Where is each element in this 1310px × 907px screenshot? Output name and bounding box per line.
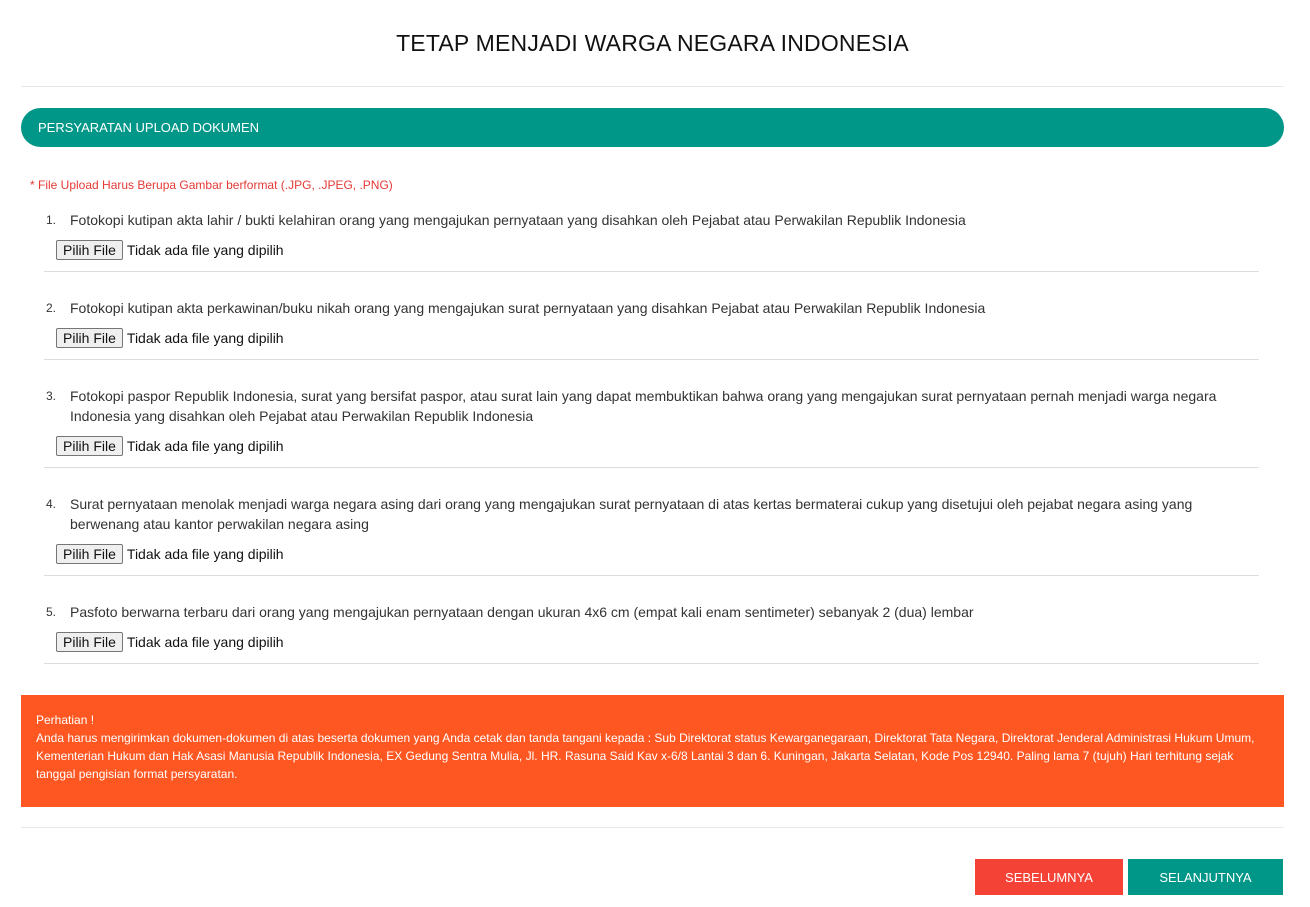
document-number: 1. — [46, 213, 57, 227]
document-number: 3. — [46, 389, 57, 403]
choose-file-button[interactable]: Pilih File — [56, 436, 123, 456]
file-status: Tidak ada file yang dipilih — [126, 546, 284, 562]
document-list — [44, 200, 1259, 664]
document-description: Pasfoto berwarna terbaru dari orang yang mengajukan pernyataan dengan ukuran 4x6 cm (empat kali enam sentimeter) sebanyak 2 (dua) lembar — [70, 604, 974, 620]
section-header: PERSYARATAN UPLOAD DOKUMEN — [21, 108, 1284, 147]
document-description: Fotokopi kutipan akta lahir / bukti kelahiran orang yang mengajukan pernyataan yang disahkan oleh Pejabat atau Perwakilan Republik Indonesia — [70, 212, 966, 228]
divider — [21, 827, 1284, 828]
document-number: 4. — [46, 497, 57, 511]
divider — [21, 86, 1284, 87]
document-item-4 — [44, 468, 1259, 576]
file-input-3[interactable] — [44, 436, 1259, 456]
page-title: TETAP MENJADI WARGA NEGARA INDONESIA — [396, 30, 909, 56]
document-item-3 — [44, 360, 1259, 468]
file-status: Tidak ada file yang dipilih — [126, 438, 284, 454]
file-status: Tidak ada file yang dipilih — [126, 634, 284, 650]
alert-title: Perhatian ! — [36, 713, 95, 727]
document-description: Surat pernyataan menolak menjadi warga negara asing dari orang yang mengajukan surat pernyataan di atas kertas bermaterai cukup yang disetujui oleh pejabat negara asing yang berwenang atau kantor perwakilan negara asing — [70, 496, 1193, 532]
previous-button[interactable]: SEBELUMNYA — [975, 859, 1123, 895]
attention-alert — [21, 695, 1284, 807]
file-input-4[interactable] — [44, 544, 1259, 564]
document-number: 2. — [46, 301, 57, 315]
file-input-2[interactable] — [44, 328, 1259, 348]
file-status: Tidak ada file yang dipilih — [126, 330, 284, 346]
document-item-1 — [44, 200, 1259, 272]
choose-file-button[interactable]: Pilih File — [56, 544, 123, 564]
document-item-2 — [44, 272, 1259, 360]
file-input-1[interactable] — [44, 240, 1259, 260]
choose-file-button[interactable]: Pilih File — [56, 328, 123, 348]
next-button[interactable]: SELANJUTNYA — [1128, 859, 1283, 895]
alert-body: Anda harus mengirimkan dokumen-dokumen di atas beserta dokumen yang Anda cetak dan tanda tangani kepada : Sub Direktorat status Kewarganegaraan, Direktorat Tata Negara, Direktorat Jenderal Administrasi Hukum Umum, Kementerian Hukum dan Hak Asasi Manusia Republik Indonesia, EX Gedung Sentra Mulia, Jl. HR. Rasuna Said Kav x-6/8 Lantai 3 dan 6. Kuningan, Jakarta Selatan, Kode Pos 12940. Paling lama 7 (tujuh) Hari terhitung sejak tanggal pengisian format persyaratan. — [36, 731, 1255, 781]
file-format-note: * File Upload Harus Berupa Gambar berformat (.JPG, .JPEG, .PNG) — [30, 178, 393, 192]
choose-file-button[interactable]: Pilih File — [56, 240, 123, 260]
file-status: Tidak ada file yang dipilih — [126, 242, 284, 258]
choose-file-button[interactable]: Pilih File — [56, 632, 123, 652]
document-number: 5. — [46, 605, 57, 619]
document-description: Fotokopi paspor Republik Indonesia, surat yang bersifat paspor, atau surat lain yang dapat membuktikan bahwa orang yang mengajukan surat pernyataan pernah menjadi warga negara Indonesia yang disahkan oleh Pejabat atau Perwakilan Republik Indonesia — [70, 388, 1217, 424]
document-description: Fotokopi kutipan akta perkawinan/buku nikah orang yang mengajukan surat pernyataan yang disahkan Pejabat atau Perwakilan Republik Indonesia — [70, 300, 986, 316]
file-input-5[interactable] — [44, 632, 1259, 652]
document-item-5 — [44, 576, 1259, 664]
